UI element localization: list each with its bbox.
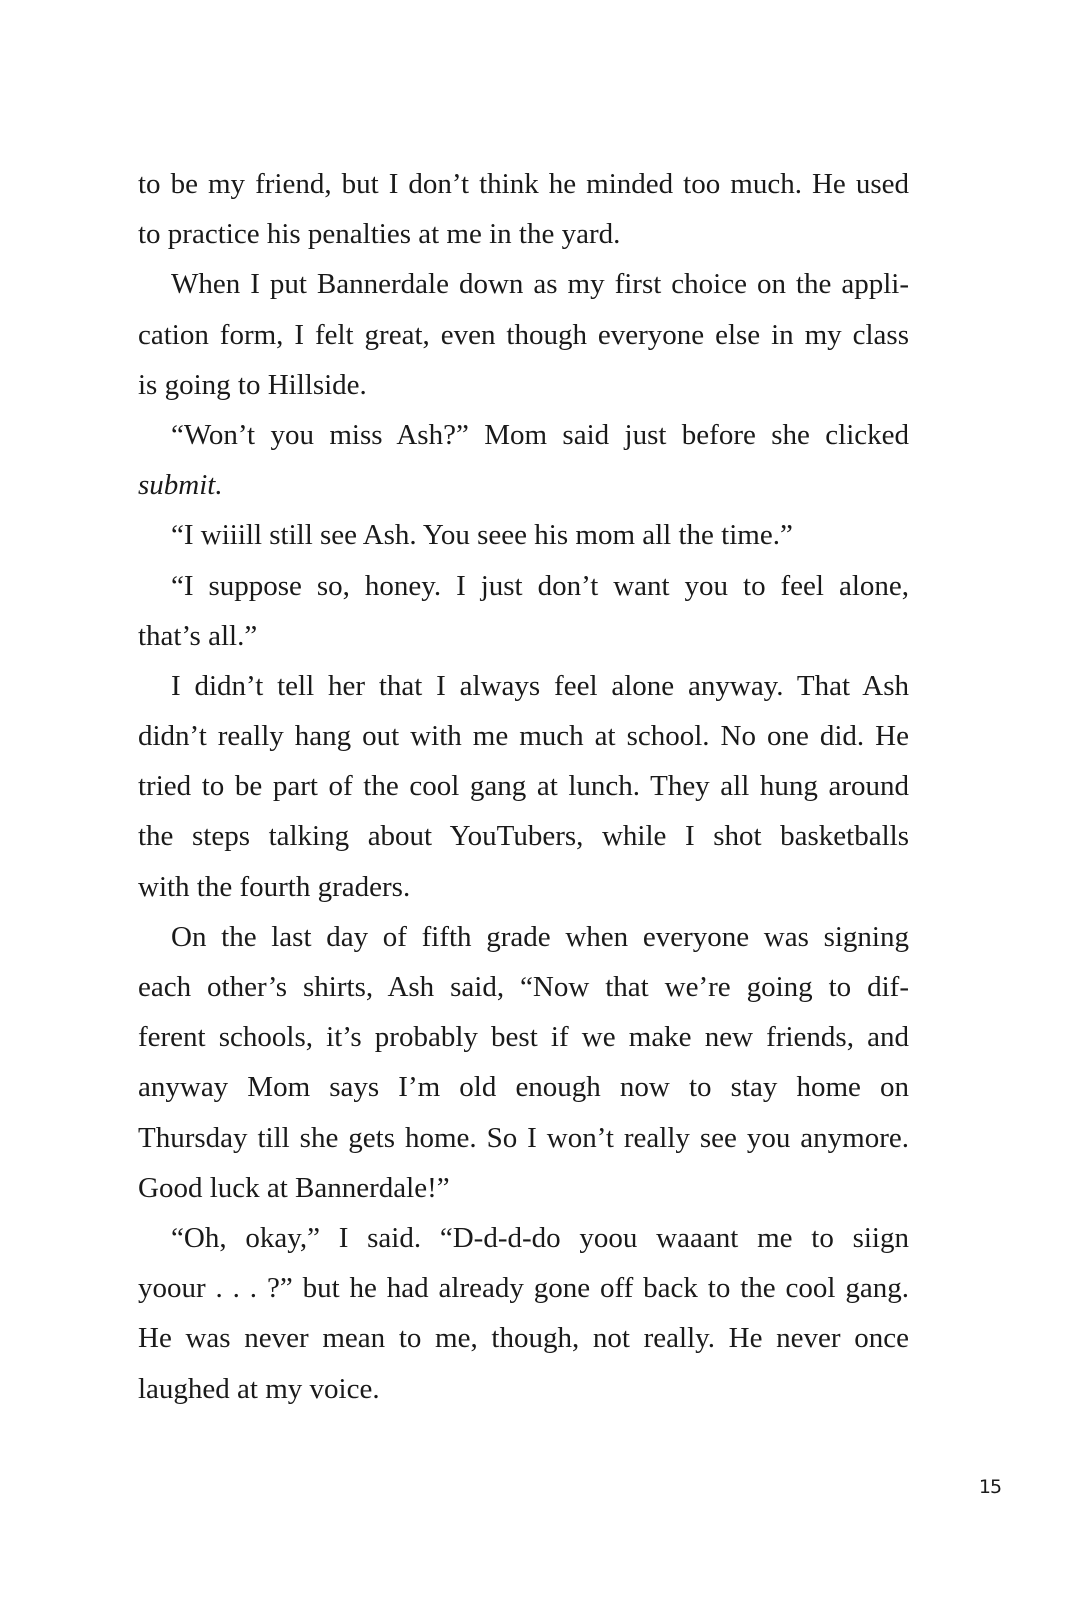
text-line: to be my friend, but I don’t think he minded too much. He used	[138, 168, 909, 200]
text-line: that’s all.”	[138, 619, 258, 652]
paragraph-first-line: “Oh, okay,” I said. “D-d-d-do yoou waaant me to siign	[171, 1221, 909, 1254]
text-line: anyway Mom says I’m old enough now to stay home on	[138, 1071, 909, 1104]
italic-word-line: submit.	[138, 469, 223, 502]
text-line: each other’s shirts, Ash said, “Now that we’re going to dif-	[138, 971, 909, 1003]
text-line: yoour . . . ?” but he had already gone off back to the cool gang.	[138, 1272, 909, 1305]
text-line: tried to be part of the cool gang at lunch. They all hung around	[138, 770, 909, 803]
text-line: laughed at my voice.	[138, 1372, 380, 1405]
text-line: He was never mean to me, though, not really. He never once	[138, 1322, 909, 1355]
text-line: with the fourth graders.	[138, 870, 411, 903]
text-line: is going to Hillside.	[138, 368, 367, 401]
text-line: didn’t really hang out with me much at school. No one did. He	[138, 720, 909, 753]
text-line: to practice his penalties at me in the yard.	[138, 218, 621, 251]
paragraph-first-line: When I put Bannerdale down as my first choice on the appli-	[171, 268, 909, 301]
text-line: Thursday till she gets home. So I won’t really see you anymore.	[138, 1121, 909, 1154]
text-line: cation form, I felt great, even though everyone else in my class	[138, 318, 909, 351]
paragraph-first-line: “I wiiill still see Ash. You seee his mom all the time.”	[171, 519, 793, 552]
page-number: 15	[978, 1476, 1002, 1498]
text-line: the steps talking about YouTubers, while I shot basketballs	[138, 820, 909, 853]
paragraph-first-line: “Won’t you miss Ash?” Mom said just before she clicked	[171, 418, 909, 451]
text-line: Good luck at Bannerdale!”	[138, 1171, 450, 1204]
paragraph-first-line: On the last day of fifth grade when everyone was signing	[171, 920, 909, 953]
paragraph-first-line: I didn’t tell her that I always feel alone anyway. That Ash	[171, 669, 909, 702]
paragraph-first-line: “I suppose so, honey. I just don’t want you to feel alone,	[171, 569, 909, 602]
text-line: ferent schools, it’s probably best if we make new friends, and	[138, 1021, 909, 1054]
body-text	[138, 159, 909, 1414]
